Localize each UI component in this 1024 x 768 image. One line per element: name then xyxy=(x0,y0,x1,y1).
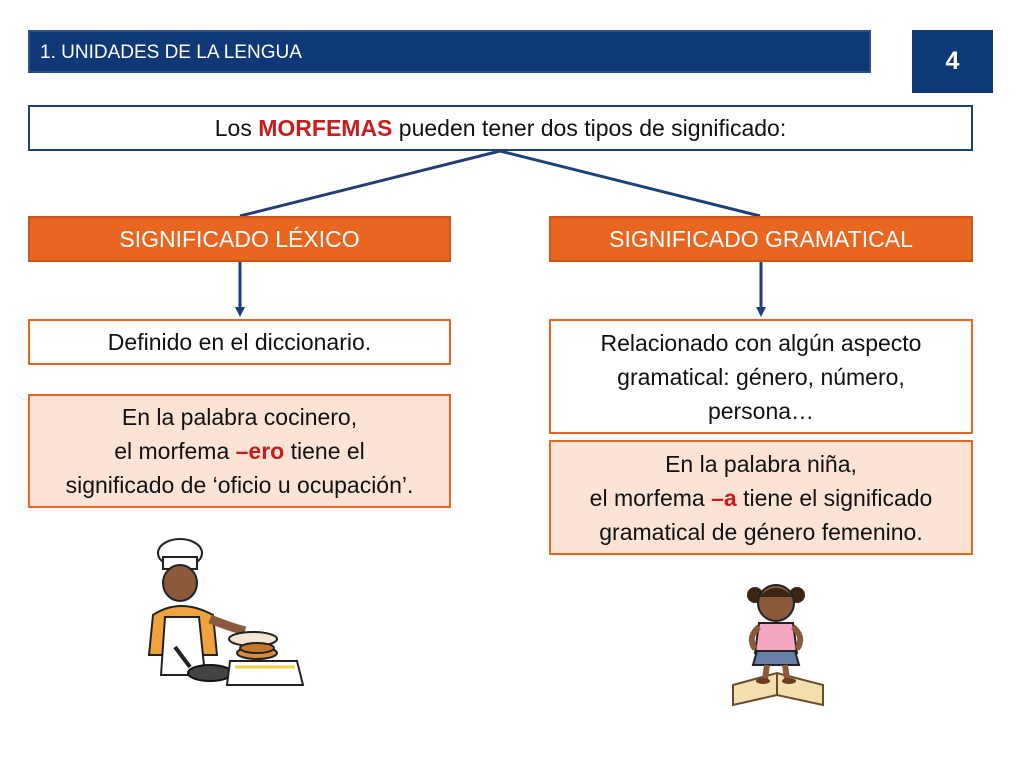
lexical-heading-box xyxy=(28,216,451,262)
lexical-definition: Definido en el diccionario. xyxy=(107,329,372,355)
title-suffix: pueden tener dos tipos de significado: xyxy=(392,115,787,141)
grammatical-example-line1: En la palabra niña, xyxy=(665,450,857,477)
lexical-heading: SIGNIFICADO LÉXICO xyxy=(119,226,360,252)
morpheme-ero: –ero xyxy=(235,438,285,464)
grammatical-heading: SIGNIFICADO GRAMATICAL xyxy=(609,226,913,252)
grammatical-definition-line3: persona… xyxy=(707,397,815,424)
slide-number-text: 4 xyxy=(945,47,960,75)
morpheme-a: –a xyxy=(711,484,737,511)
branch-line-left xyxy=(240,151,500,216)
lexical-example-line3: significado de ‘oficio u ocupación’. xyxy=(65,472,414,498)
section-title: 1. UNIDADES DE LA LENGUA xyxy=(40,42,302,63)
branch-line-right xyxy=(500,151,760,216)
lexical-example-line1: En la palabra cocinero, xyxy=(121,404,358,430)
grammatical-heading-box xyxy=(549,216,973,262)
grammatical-example-line2: el morfema –a tiene el significado xyxy=(589,484,933,511)
cook-illustration xyxy=(135,535,305,690)
title-highlight-morfemas: MORFEMAS xyxy=(258,115,393,141)
title-prefix: Los xyxy=(214,115,259,141)
lexical-example-box xyxy=(28,394,451,508)
lexical-definition-box xyxy=(28,319,451,365)
lexical-example-line2: el morfema –ero tiene el xyxy=(114,438,365,464)
grammatical-definition-line1: Relacionado con algún aspecto xyxy=(600,329,922,356)
grammatical-example-line3: gramatical de género femenino. xyxy=(599,518,923,545)
grammatical-definition-box xyxy=(549,319,973,434)
grammatical-example-box xyxy=(549,440,973,555)
grammatical-definition-line2: gramatical: género, número, xyxy=(617,363,905,390)
girl-on-book-illustration xyxy=(725,575,830,715)
